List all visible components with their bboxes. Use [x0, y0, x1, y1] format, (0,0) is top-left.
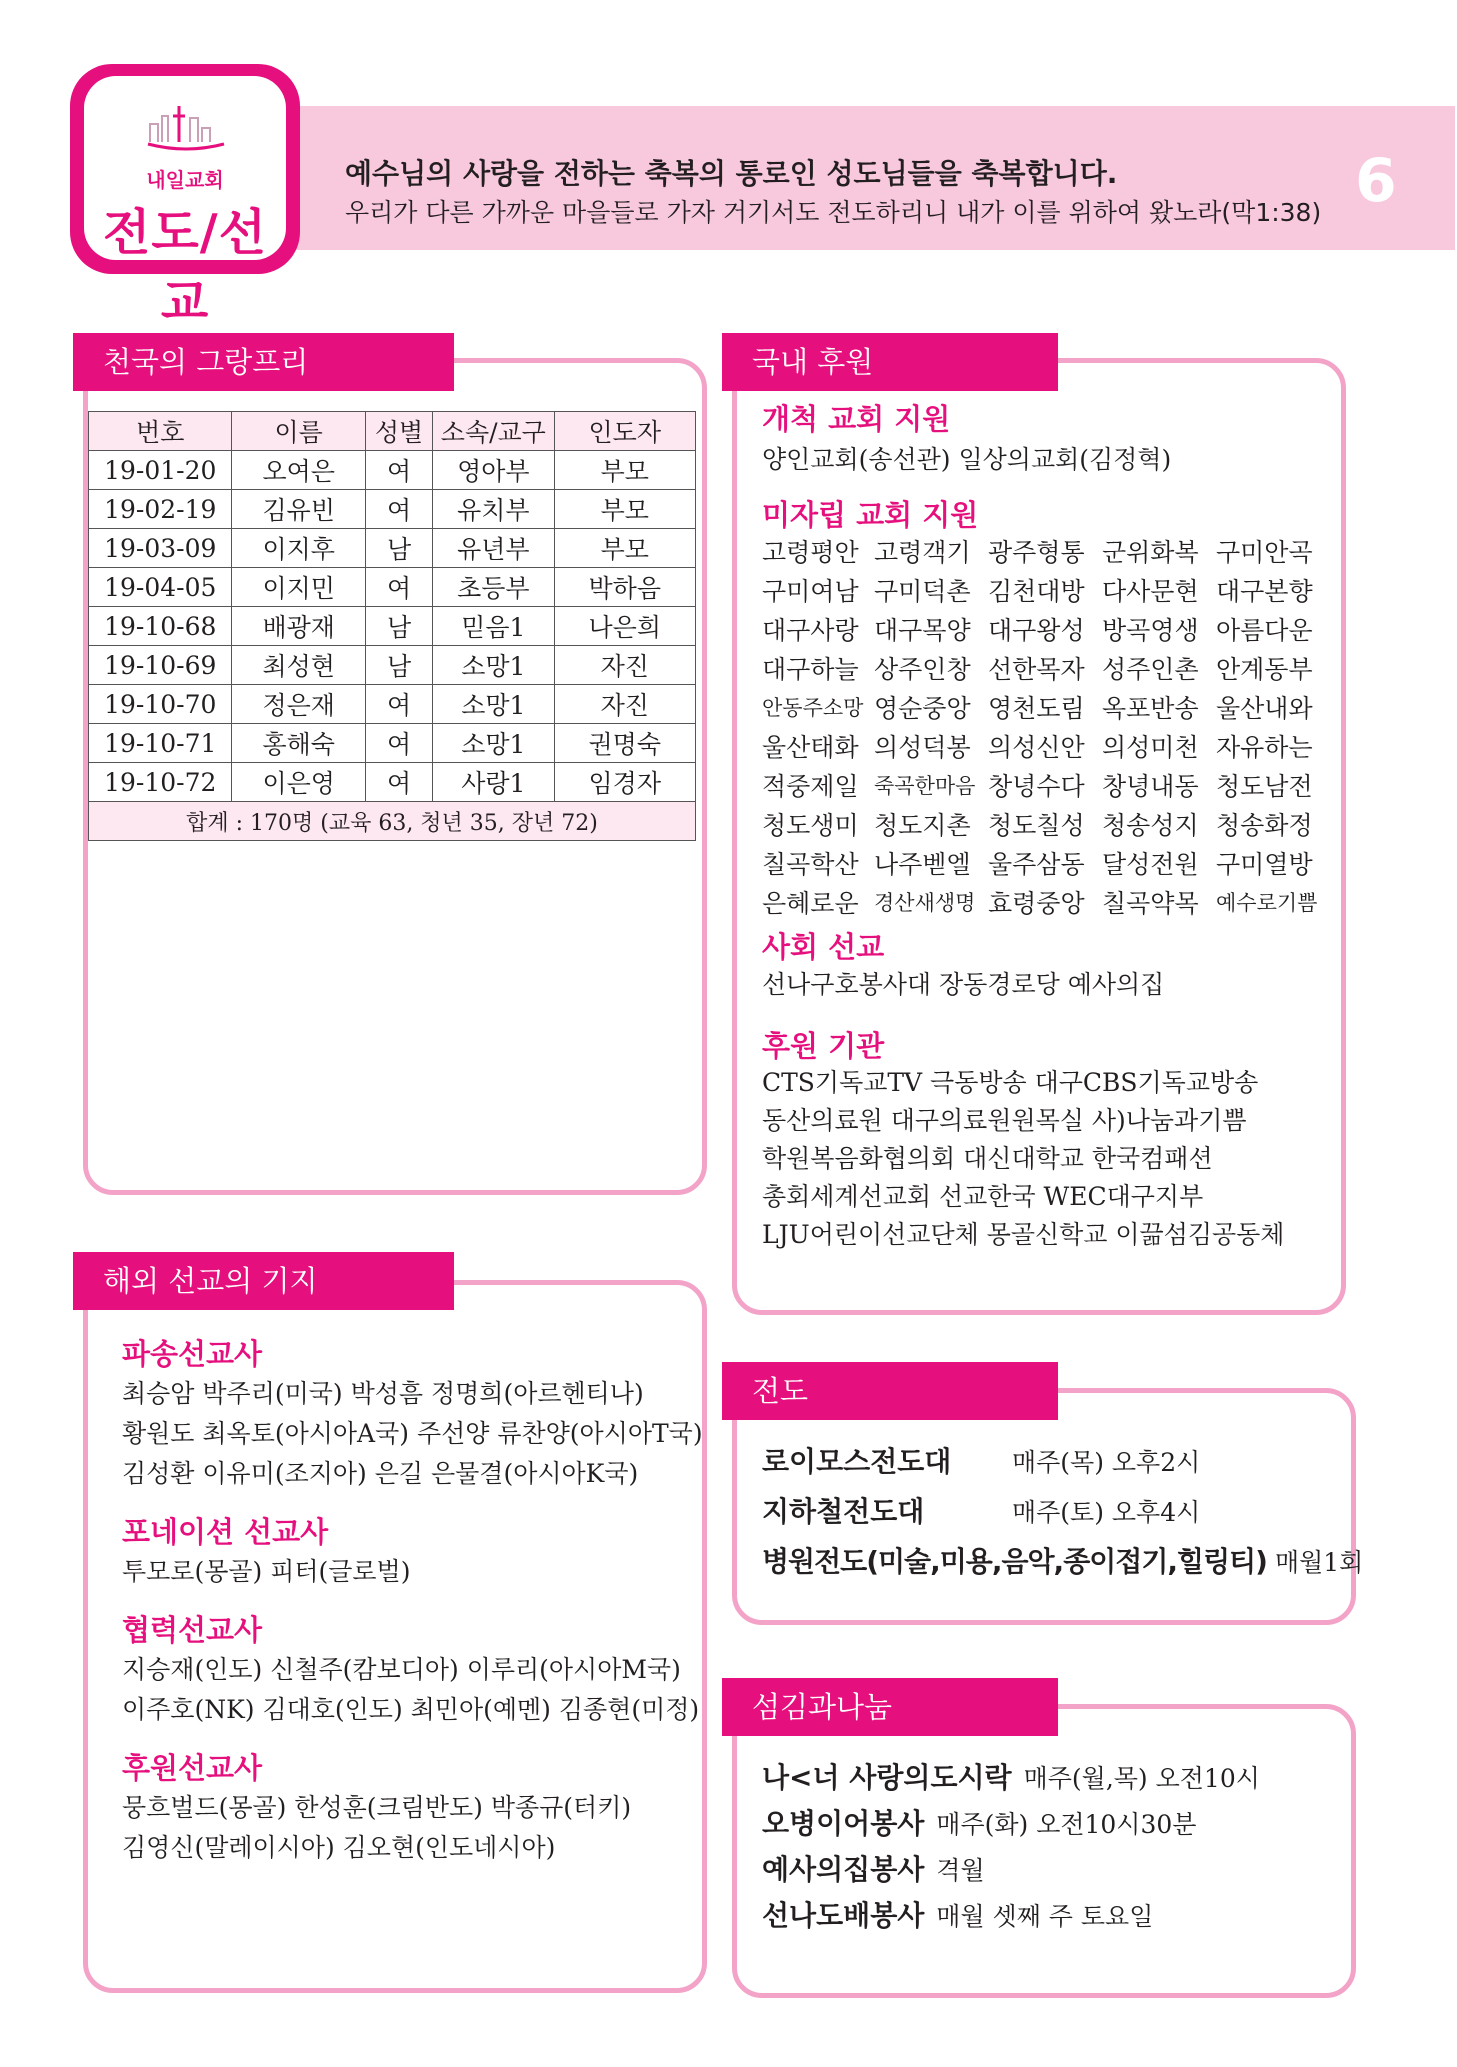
table-row: [89, 763, 696, 802]
sharing-time: 매월 셋째 주 토요일: [936, 1902, 1154, 1931]
header-verse: 우리가 다른 가까운 마을들로 가자 거기서도 전도하리니 내가 이를 위하여 왔노라(막1:38): [345, 198, 1322, 227]
table-cell: 19-01-20: [89, 451, 232, 490]
church-name: 대구목양: [874, 616, 971, 645]
table-cell: 최성현: [232, 646, 365, 685]
table-cell: 여: [365, 724, 432, 763]
missionary-line: 최승암 박주리(미국) 박성흠 정명희(아르헨티나): [122, 1379, 644, 1408]
church-name: 창녕내동: [1102, 772, 1199, 801]
table-cell: 19-10-71: [89, 724, 232, 763]
table-cell: 이지후: [232, 529, 365, 568]
overseas-title: 해외 선교의 기지: [73, 1252, 454, 1310]
evangelism-label: 병원전도(미술,미용,음악,종이접기,힐링티): [762, 1545, 1267, 1578]
table-cell: 배광재: [232, 607, 365, 646]
table-cell: 부모: [554, 529, 695, 568]
church-name: 고령평안: [762, 538, 859, 567]
table-cell: 여: [365, 451, 432, 490]
table-cell: 나은희: [554, 607, 695, 646]
sharing-item: [762, 1802, 1260, 1848]
overseas-groups: [122, 1334, 703, 1868]
church-name: 구미열방: [1216, 850, 1313, 879]
church-name: 고령객기: [874, 538, 971, 567]
table-cell: 박하음: [554, 568, 695, 607]
table-cell: 19-10-69: [89, 646, 232, 685]
church-name: 청도칠성: [988, 811, 1085, 840]
table-cell: 소망1: [433, 646, 554, 685]
church-name: 울산태화: [762, 733, 859, 762]
church-name: 성주인촌: [1102, 655, 1199, 684]
evangelism-title: 전도: [722, 1362, 1058, 1420]
church-name: 대구본향: [1216, 577, 1313, 606]
church-name: 구미덕촌: [874, 577, 971, 606]
church-name: 청도남전: [1216, 772, 1313, 801]
column-header: 소속/교구: [433, 412, 554, 451]
section-badge: [70, 64, 300, 331]
church-name: 옥포반송: [1102, 694, 1199, 723]
church-name: 달성전원: [1102, 850, 1199, 879]
sharing-item: [762, 1848, 1260, 1894]
evangelism-item: [762, 1440, 1363, 1490]
org-line: 학원복음화협의회 대신대학교 한국컴패션: [762, 1144, 1213, 1173]
table-cell: 유치부: [433, 490, 554, 529]
table-cell: 부모: [554, 451, 695, 490]
evangelism-time: 매주(목) 오후2시: [1012, 1448, 1201, 1477]
table-cell: 이은영: [232, 763, 365, 802]
table-cell: 소망1: [433, 685, 554, 724]
church-name: 영순중앙: [874, 694, 971, 723]
table-cell: 믿음1: [433, 607, 554, 646]
org-line: LJU어린이선교단체 몽골신학교 이끎섬김공동체: [762, 1220, 1285, 1249]
table-cell: 임경자: [554, 763, 695, 802]
church-name: 상주인창: [874, 655, 971, 684]
table-row: [89, 568, 696, 607]
table-cell: 19-10-72: [89, 763, 232, 802]
church-name: 죽곡한마음: [874, 774, 976, 798]
table-cell: 정은재: [232, 685, 365, 724]
church-name: 다사문현: [1102, 577, 1199, 606]
church-name: 청도지촌: [874, 811, 971, 840]
page-title: 전도/선교: [103, 204, 267, 331]
org-list: [762, 1064, 1284, 1254]
church-name: 경산새생명: [874, 891, 976, 915]
church-name: 군위화복: [1102, 538, 1199, 567]
table-cell: 사랑1: [433, 763, 554, 802]
table-cell: 19-04-05: [89, 568, 232, 607]
evangelism-label: 지하철전도대: [762, 1495, 925, 1528]
table-cell: 여: [365, 685, 432, 724]
table-row: [89, 607, 696, 646]
table-cell: 권명숙: [554, 724, 695, 763]
missionary-line: 뭉흐벌드(몽골) 한성훈(크림반도) 박종규(터키): [122, 1793, 632, 1822]
table-cell: 초등부: [433, 568, 554, 607]
pioneer-text: 양인교회(송선관) 일상의교회(김정혁): [762, 445, 1172, 474]
church-name: 대구사랑: [762, 616, 859, 645]
table-row: [89, 685, 696, 724]
table-cell: 김유빈: [232, 490, 365, 529]
table-row: [89, 724, 696, 763]
table-cell: 오여은: [232, 451, 365, 490]
table-header-row: [89, 412, 696, 451]
church-name: 창녕수다: [988, 772, 1085, 801]
sharing-label: 예사의집봉사: [762, 1853, 925, 1886]
church-name: 적중제일: [762, 772, 859, 801]
church-name: 김천대방: [988, 577, 1085, 606]
church-name: 은혜로운: [762, 889, 859, 918]
sharing-item: [762, 1894, 1260, 1940]
social-text: 선나구호봉사대 장동경로당 예사의집: [762, 970, 1165, 999]
missionary-line: 황원도 최옥토(아시아A국) 주선양 류찬양(아시아T국): [122, 1419, 703, 1448]
sharing-time: 격월: [936, 1856, 985, 1885]
church-name: 칠곡학산: [762, 850, 859, 879]
table-cell: 남: [365, 529, 432, 568]
evangelism-time: 매월1회: [1274, 1548, 1364, 1577]
sharing-label: 나<너 사랑의도시락: [762, 1761, 1012, 1794]
grandprix-title: 천국의 그랑프리: [73, 333, 454, 391]
sharing-item: [762, 1756, 1260, 1802]
table-cell: 여: [365, 568, 432, 607]
church-name: 청송성지: [1102, 811, 1199, 840]
table-cell: 여: [365, 490, 432, 529]
missionary-line: 지승재(인도) 신철주(캄보디아) 이루리(아시아M국): [122, 1655, 681, 1684]
table-cell: 영아부: [433, 451, 554, 490]
church-name: 안계동부: [1216, 655, 1313, 684]
page-number: 6: [1355, 146, 1397, 216]
missionary-line: 김성환 이유미(조지아) 은길 은물결(아시아K국): [122, 1459, 639, 1488]
table-cell: 유년부: [433, 529, 554, 568]
church-name: 의성미천: [1102, 733, 1199, 762]
table-total-row: [89, 802, 696, 841]
church-name: 의성덕봉: [874, 733, 971, 762]
org-line: 총회세계선교회 선교한국 WEC대구지부: [762, 1182, 1204, 1211]
table-cell: 19-02-19: [89, 490, 232, 529]
church-name: 칠곡약목: [1102, 889, 1199, 918]
table-cell: 자진: [554, 685, 695, 724]
church-name: 대구하늘: [762, 655, 859, 684]
group-heading: 파송선교사: [122, 1337, 263, 1371]
org-line: CTS기독교TV 극동방송 대구CBS기독교방송: [762, 1068, 1259, 1097]
church-name: 울주삼동: [988, 850, 1085, 879]
domestic-title: 국내 후원: [722, 333, 1058, 391]
table-row: [89, 451, 696, 490]
missionary-line: 이주호(NK) 김대호(인도) 최민아(예멘) 김종현(미정): [122, 1695, 700, 1724]
table-total: 합계 : 170명 (교육 63, 청년 35, 장년 72): [89, 802, 696, 841]
church-name: 선한목자: [988, 655, 1085, 684]
table-cell: 이지민: [232, 568, 365, 607]
table-row: [89, 490, 696, 529]
church-name: 대구왕성: [988, 616, 1085, 645]
column-header: 성별: [365, 412, 432, 451]
church-name: 청도생미: [762, 811, 859, 840]
column-header: 이름: [232, 412, 365, 451]
org-heading: 후원 기관: [762, 1029, 885, 1063]
table-cell: 19-10-70: [89, 685, 232, 724]
table-cell: 자진: [554, 646, 695, 685]
sharing-list: [762, 1756, 1260, 1940]
church-name: 광주형통: [988, 538, 1085, 567]
table-cell: 19-10-68: [89, 607, 232, 646]
table-cell: 여: [365, 763, 432, 802]
sharing-time: 매주(월,목) 오전10시: [1023, 1764, 1260, 1793]
table-cell: 19-03-09: [89, 529, 232, 568]
church-name: 영천도림: [988, 694, 1085, 723]
church-name: 의성신안: [988, 733, 1085, 762]
header-blessing: 예수님의 사랑을 전하는 축복의 통로인 성도님들을 축복합니다.: [345, 157, 1118, 190]
evangelism-item: [762, 1490, 1363, 1540]
group-heading: 포네이션 선교사: [122, 1515, 329, 1549]
table-cell: 남: [365, 607, 432, 646]
column-header: 인도자: [554, 412, 695, 451]
church-name: 효령중앙: [988, 889, 1085, 918]
org-line: 동산의료원 대구의료원원목실 사)나눔과기쁨: [762, 1106, 1247, 1135]
church-name: 구미여남: [762, 577, 859, 606]
church-name: 예수로기쁨: [1216, 891, 1318, 915]
group-heading: 협력선교사: [122, 1613, 263, 1647]
missionary-line: 투모로(몽골) 피터(글로벌): [122, 1557, 411, 1586]
church-name: 나주벧엘: [874, 850, 971, 879]
church-name: 울산내와: [1216, 694, 1313, 723]
pioneer-heading: 개척 교회 지원: [762, 402, 951, 436]
table-cell: 부모: [554, 490, 695, 529]
evangelism-list: [762, 1440, 1363, 1590]
church-name: 청송화정: [1216, 811, 1313, 840]
table-row: [89, 529, 696, 568]
church-name: 안동주소망: [762, 696, 864, 720]
sharing-title: 섬김과나눔: [722, 1678, 1058, 1736]
church-logo-icon: [146, 102, 226, 158]
sharing-time: 매주(화) 오전10시30분: [936, 1810, 1197, 1839]
group-heading: 후원선교사: [122, 1751, 263, 1785]
church-grid: [762, 533, 1330, 923]
column-header: 번호: [89, 412, 232, 451]
evangelism-item: [762, 1540, 1363, 1590]
table-row: [89, 646, 696, 685]
evangelism-label: 로이모스전도대: [762, 1445, 952, 1478]
table-cell: 홍해숙: [232, 724, 365, 763]
church-name: 방곡영생: [1102, 616, 1199, 645]
church-name: 내일교회: [146, 168, 224, 192]
table-cell: 소망1: [433, 724, 554, 763]
church-name: 자유하는: [1216, 733, 1313, 762]
selfsupport-heading: 미자립 교회 지원: [762, 498, 979, 532]
sharing-label: 오병이어봉사: [762, 1807, 925, 1840]
missionary-line: 김영신(말레이시아) 김오현(인도네시아): [122, 1833, 556, 1862]
table-cell: 남: [365, 646, 432, 685]
church-name: 아름다운: [1216, 616, 1313, 645]
social-heading: 사회 선교: [762, 930, 885, 964]
grandprix-table: [88, 411, 696, 841]
sharing-label: 선나도배봉사: [762, 1899, 925, 1932]
evangelism-time: 매주(토) 오후4시: [1012, 1498, 1201, 1527]
church-name: 구미안곡: [1216, 538, 1313, 567]
